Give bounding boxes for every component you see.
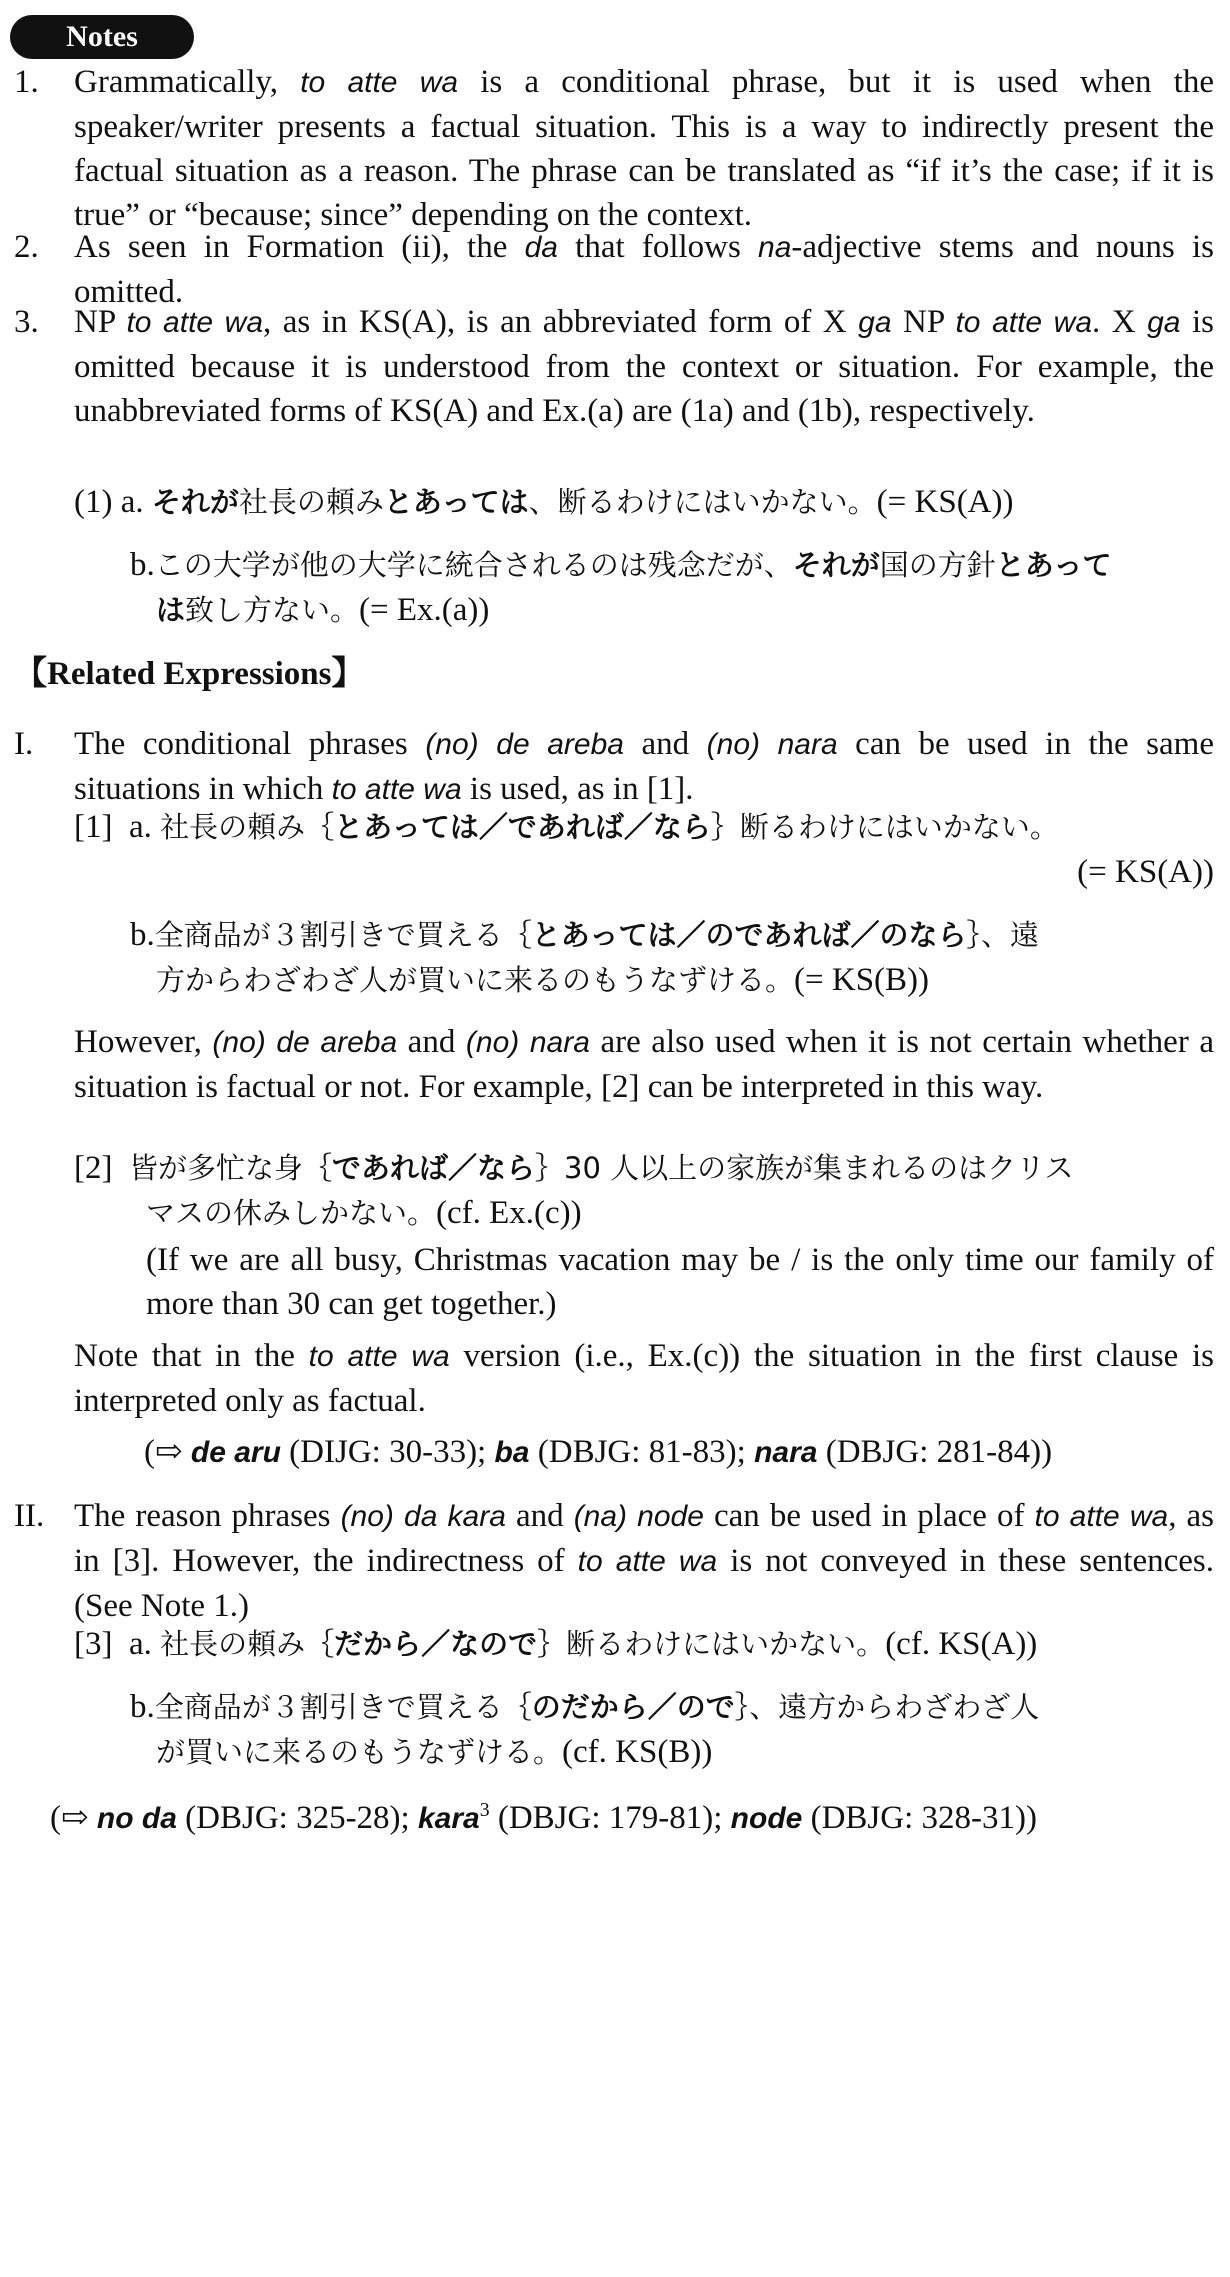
- note-1: [14, 60, 1214, 237]
- example-r1b-cont: 方からわざわざ人が買いに来るのもうなずける。(= KS(B)): [156, 962, 930, 998]
- related-1: I. The conditional phrases (no) de areba and (no) nara can be used in the same situations in which to atte wa is used, as in [1].: [14, 722, 1214, 812]
- note-number: 3.: [14, 304, 39, 340]
- however-paragraph: However, (no) de areba and (no) nara are also used when it is not certain whether a situation is factual or not. For example, [2] can be interpreted in this way.: [74, 1024, 1215, 1105]
- note-text: NP to atte wa, as in KS(A), is an abbreviated form of X ga NP to atte wa. X ga is omitted because it is understood from the context or situation. For example, the unabbreviated forms of KS(A) and Ex.(a) are (1a) and (1b), respectively.: [74, 304, 1214, 429]
- cross-reference-2: (⇨ no da (DBJG: 325-28); kara$^3$ (DBJG: 179-81); node (DBJG: 328-31)): [50, 1799, 1037, 1836]
- example-1b-cont: は致し方ない。(= Ex.(a)): [156, 592, 490, 628]
- example-1b: b.この大学が他の大学に統合されるのは残念だが、それが国の方針とあって: [130, 547, 1112, 583]
- note-number: 2.: [14, 229, 39, 265]
- related-2-text: The reason phrases (no) da kara and (na) node can be used in place of to atte wa, as in [3]. However, the indirectness of to atte wa is not conveyed in these sentences. (See Note 1.): [74, 1498, 1215, 1624]
- example-r3b-cont: が買いに来るのもうなずける。(cf. KS(B)): [156, 1734, 713, 1770]
- note-that-paragraph: Note that in the to atte wa version (i.e., Ex.(c)) the situation in the first clause is interpreted only as factual.: [74, 1338, 1214, 1419]
- related-1-text: The conditional phrases (no) de areba and (no) nara can be used in the same situations in which to atte wa is used, as in [1].: [74, 726, 1214, 807]
- example-r2-cont: マスの休みしかない。(cf. Ex.(c)): [146, 1195, 582, 1231]
- note-text: Grammatically, to atte wa is a conditional phrase, but it is used when the speaker/writer presents a factual situation. This is a way to indirectly present the factual situation as a reason. The phrase can be translated as “if it’s the case; if it is true” or “because; since” depending on the context.: [74, 64, 1214, 233]
- example-r1a: [1] a. 社長の頼み｛とあっては／であれば／なら｝断るわけにはいかない。: [74, 809, 1059, 845]
- related-2: II. The reason phrases (no) da kara and (na) node can be used in place of to atte wa, as in [3]. However, the indirectness of to atte wa is not conveyed in these sentences. (See Note 1.): [14, 1494, 1214, 1628]
- example-r1a-ref: (= KS(A)): [1077, 854, 1214, 890]
- example-r1b: b.全商品が３割引きで買える｛とあっては／のであれば／のなら｝、遠: [130, 917, 1039, 953]
- note-text: As seen in Formation (ii), the da that follows na-adjective stems and nouns is omitted.: [74, 229, 1214, 310]
- example-r3a: [3] a. 社長の頼み｛だから／なので｝断るわけにはいかない。(cf. KS(A)): [74, 1626, 1038, 1662]
- note-3: [14, 300, 1214, 433]
- cross-reference-1: (⇨ de aru (DIJG: 30-33); ba (DBJG: 81-83); nara (DBJG: 281-84)): [144, 1434, 1053, 1470]
- notes-badge: Notes: [10, 15, 194, 59]
- note-number: 1.: [14, 64, 39, 100]
- example-r3b: b.全商品が３割引きで買える｛のだから／ので｝、遠方からわざわざ人: [130, 1689, 1040, 1725]
- example-1a: (1) a. それが社長の頼みとあっては、断るわけにはいかない。(= KS(A)): [74, 484, 1014, 520]
- related-expressions-heading: 【Related Expressions】: [14, 656, 365, 692]
- example-r2: [2] 皆が多忙な身｛であれば／なら｝30 人以上の家族が集まれるのはクリス: [74, 1150, 1074, 1186]
- example-r2-translation: (If we are all busy, Christmas vacation may be / is the only time our family of more than 30 can get together.): [146, 1242, 1214, 1322]
